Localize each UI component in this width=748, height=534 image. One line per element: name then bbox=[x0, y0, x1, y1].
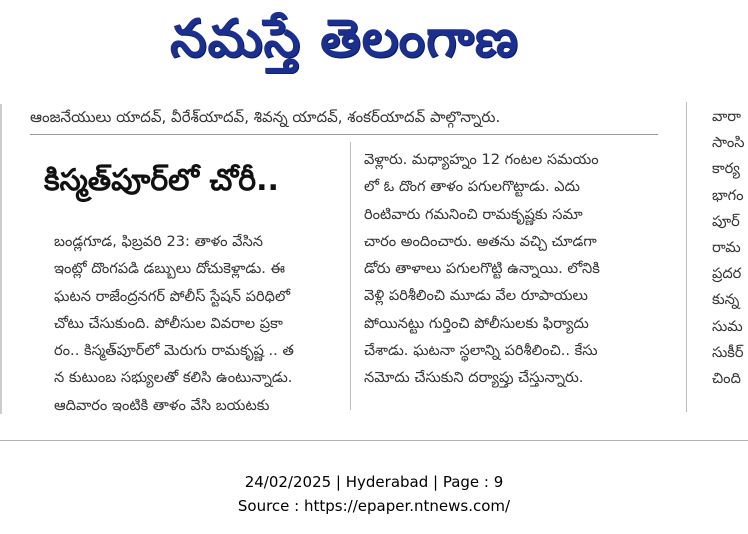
column-line: రామ bbox=[712, 239, 741, 257]
source-link[interactable]: Source : https://epaper.ntnews.com/ bbox=[237, 497, 511, 515]
column-line: వెళ్లారు. మధ్యాహ్నం 12 గంటల సమయం bbox=[364, 151, 599, 168]
column-line: లో ఓ దొంగ తాళం పగులగొట్టాడు. ఎదు bbox=[364, 178, 580, 196]
article-headline: కిస్మత్‌పూర్‌లో చోరీ.. bbox=[44, 163, 279, 198]
column-line: రింటివారు గమనించి రామకృష్ణకు సమా bbox=[364, 205, 583, 223]
column-line: కార్య bbox=[712, 160, 740, 178]
clipping-left-border bbox=[0, 104, 2, 414]
column-line: న కుటుంబ సభ్యులతో కలిసి ఉంటున్నాడు. bbox=[54, 369, 293, 387]
column-line: ఘటన రాజేంద్రనగర్ పోలీస్ స్టేషన్ పరిధిలో bbox=[54, 287, 291, 305]
adjacent-article-divider bbox=[686, 102, 687, 412]
edition-info: 24/02/2025 | Hyderabad | Page : 9 bbox=[244, 473, 504, 491]
previous-article-tail: ఆంజనేయులు యాదవ్, వీరేశ్‌యాదవ్, శివన్న యాదవ్, శంకర్‌యాదవ్ పాల్గొన్నారు. bbox=[30, 108, 501, 126]
column-line: బండ్లగూడ, ఫిబ్రవరి 23: తాళం వేసిన bbox=[54, 233, 264, 250]
article-column-1 bbox=[54, 228, 342, 416]
column-line: భాగం bbox=[712, 186, 744, 204]
column-line: సుకీర్ bbox=[712, 343, 744, 361]
section-divider bbox=[30, 134, 658, 135]
newspaper-clipping bbox=[0, 94, 748, 416]
column-line: డోరు తాళాలు పగులగొట్టి ఉన్నాయి. లోనికి bbox=[364, 260, 600, 278]
column-divider bbox=[350, 142, 351, 410]
column-line: చేశాడు. ఘటనా స్థలాన్ని పరిశీలించి.. కేసు bbox=[364, 342, 598, 360]
column-line: సుమ bbox=[712, 317, 743, 335]
article-column-2 bbox=[364, 146, 660, 416]
column-line: చారం అందించారు. అతను వచ్చి చూడగా bbox=[364, 232, 597, 250]
adjacent-article-fragment bbox=[712, 104, 748, 404]
column-line: చింది bbox=[712, 370, 741, 388]
column-line: సాంసి bbox=[712, 134, 745, 152]
column-line: ఆదివారం ఇంటికి తాళం వేసి బయటకు bbox=[54, 396, 270, 414]
column-line: రం.. కిస్మత్‌పూర్‌లో మెరుగు రామకృష్ణ .. త bbox=[54, 342, 294, 360]
column-line: వెళ్లి పరిశీలించి మూడు వేల రూపాయలు bbox=[364, 287, 588, 305]
column-line: పోయినట్టు గుర్తించి పోలీసులకు ఫిర్యాదు bbox=[364, 314, 589, 332]
source-footer bbox=[0, 470, 748, 518]
column-line: ఇంట్లో దొంగపడి డబ్బులు దోచుకెళ్లాడు. ఈ bbox=[54, 260, 286, 278]
column-line: వారా bbox=[712, 108, 741, 125]
column-line: నమోదు చేసుకుని దర్యాప్తు చేస్తున్నారు. bbox=[364, 369, 584, 387]
column-line: కున్న bbox=[712, 291, 740, 309]
column-line: పూర్ bbox=[712, 212, 740, 230]
newspaper-masthead: నమస్తే తెలంగాణ bbox=[170, 9, 519, 69]
column-line: ప్రదర bbox=[712, 265, 742, 283]
column-line: చోటు చేసుకుంది. పోలీసుల వివరాల ప్రకా bbox=[54, 314, 283, 332]
footer-divider bbox=[0, 440, 748, 441]
